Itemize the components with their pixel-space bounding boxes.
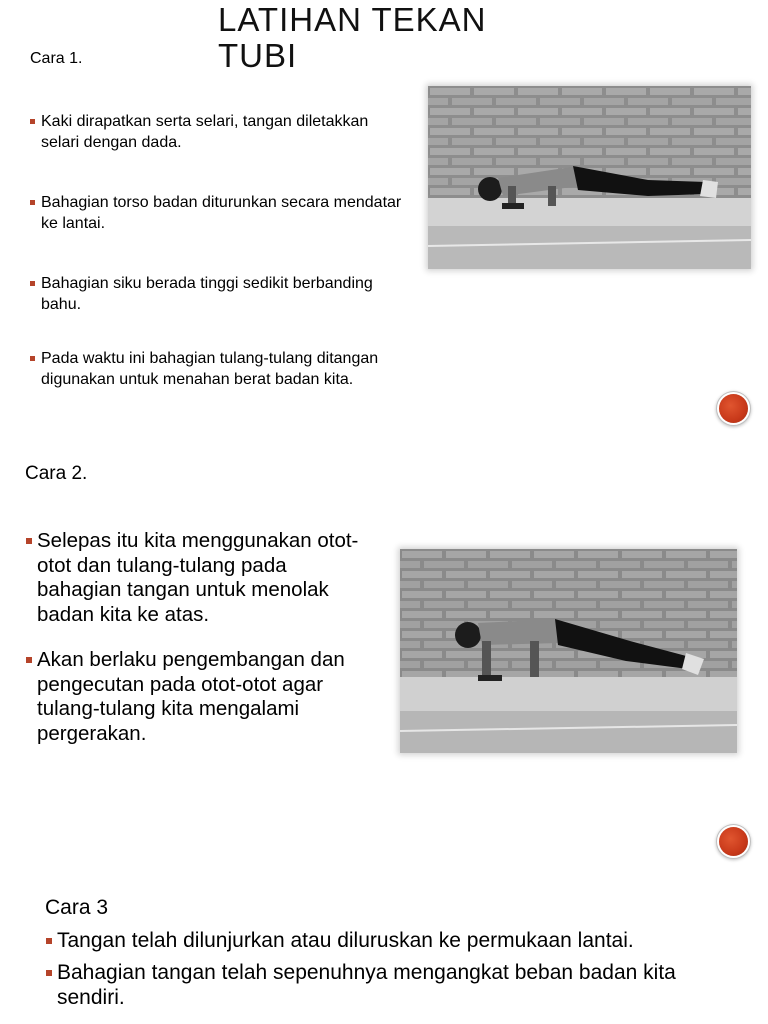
cara-3-label: Cara 3 [45,896,109,919]
page-title: LATIHAN TEKAN TUBI [218,1,487,74]
cara-1-label: Cara 1. [30,50,83,67]
cara-1-list [30,111,410,390]
pushup-up-photo [400,549,737,753]
list-item: Selepas itu kita menggunakan otot-otot dan tulang-tulang pada bahagian tangan untuk menolak badan kita ke atas. [26,529,376,627]
next-slide-dot[interactable] [719,827,748,856]
list-item: Akan berlaku pengembangan dan pengecutan pada otot-otot agar tulang-tulang kita mengalami pergerakan. [26,648,376,746]
list-item: Kaki dirapatkan serta selari, tangan diletakkan selari dengan dada. [30,111,410,153]
list-item: Bahagian torso badan diturunkan secara mendatar ke lantai. [30,192,410,234]
list-item: Bahagian siku berada tinggi sedikit berbanding bahu. [30,273,410,315]
list-item: Tangan telah dilunjurkan atau diluruskan ke permukaan lantai. [46,928,746,953]
list-item: Bahagian tangan telah sepenuhnya mengangkat beban badan kita sendiri. [46,960,746,1010]
next-slide-dot[interactable] [719,394,748,423]
list-item: Pada waktu ini bahagian tulang-tulang ditangan digunakan untuk menahan berat badan kita. [30,348,410,390]
cara-2-list [26,529,376,767]
pushup-down-photo [428,86,751,269]
cara-2-label: Cara 2. [25,463,88,484]
cara-3-list [46,928,746,1017]
